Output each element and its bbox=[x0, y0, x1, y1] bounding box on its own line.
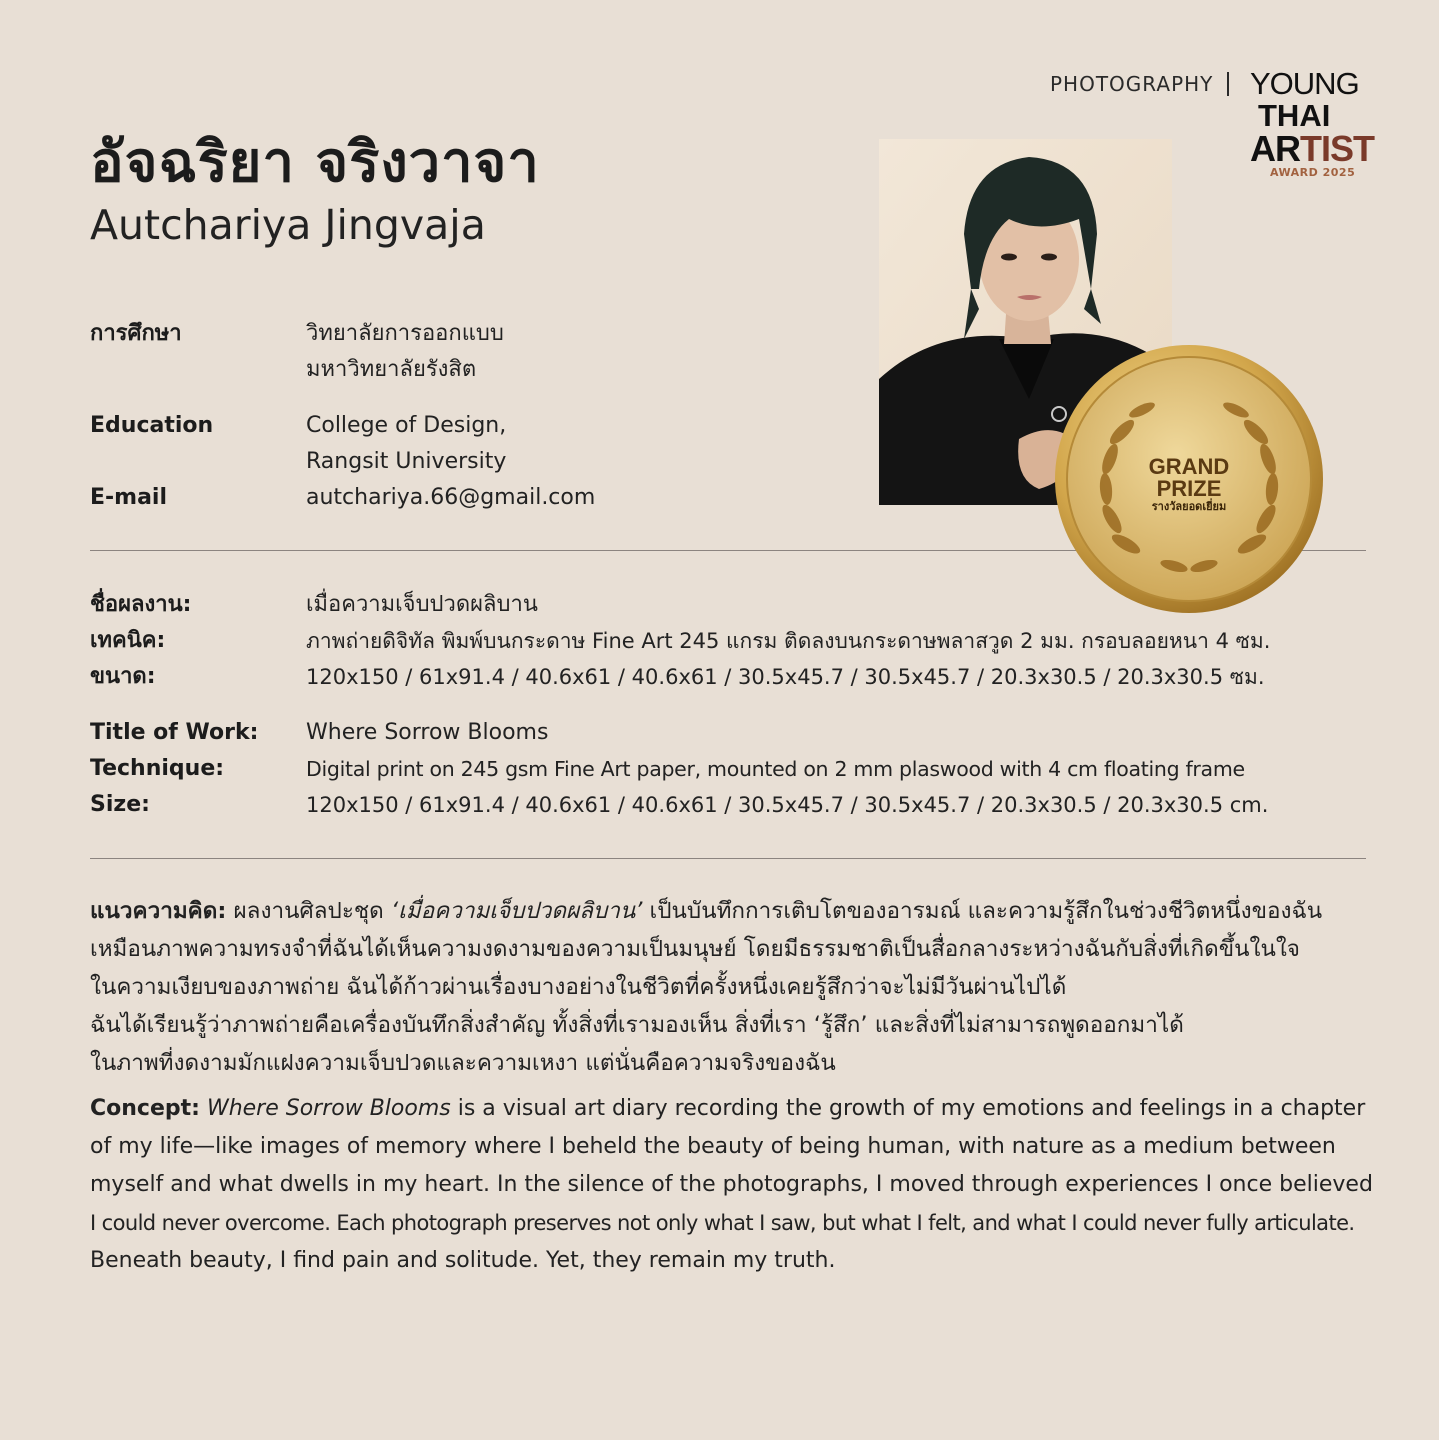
logo-line-young: YOUNG bbox=[1250, 66, 1359, 101]
size-en: 120x150 / 61x91.4 / 40.6x61 / 40.6x61 / 30.5x45.7 / 30.5x45.7 / 20.3x30.5 / 20.3x30.5 cm. bbox=[306, 793, 1269, 817]
concept-th-line-3: ในความเงียบของภาพถ่าย ฉันได้ก้าวผ่านเรื่องบางอย่างในชีวิตที่ครั้งหนึ่งเคยรู้สึกว่าจะไม่มีวันผ่านไปได้ bbox=[90, 974, 1067, 1000]
laurel-medal-icon bbox=[1054, 344, 1324, 614]
size-th: 120x150 / 61x91.4 / 40.6x61 / 40.6x61 / 30.5x45.7 / 30.5x45.7 / 20.3x30.5 / 20.3x30.5 ซม. bbox=[306, 665, 1265, 689]
concept-th-line-2: เหมือนภาพความทรงจำที่ฉันได้เห็นความงดงามของความเป็นมนุษย์ โดยมีธรรมชาติเป็นสื่อกลางระหว่างฉันกับสิ่งที่เกิดขึ้นในใจ bbox=[90, 936, 1300, 962]
concept-en-line-5: Beneath beauty, I find pain and solitude. Yet, they remain my truth. bbox=[90, 1248, 836, 1273]
concept-th-line-5: ในภาพที่งดงามมักแฝงความเจ็บปวดและความเหงา แต่นั่นคือความจริงของฉัน bbox=[90, 1050, 836, 1076]
concept-en-line-2: of my life—like images of memory where I beheld the beauty of being human, with nature as a medium between bbox=[90, 1134, 1336, 1159]
technique-en-label: Technique: bbox=[90, 756, 225, 781]
education-en-label: Education bbox=[90, 413, 214, 438]
grand-prize-medal bbox=[1054, 344, 1324, 614]
svg-text:PRIZE: PRIZE bbox=[1156, 476, 1222, 501]
header-divider bbox=[1227, 72, 1229, 96]
work-title-en-label: Title of Work: bbox=[90, 720, 259, 745]
concept-english bbox=[90, 1090, 1380, 1280]
education-th-label: การศึกษา bbox=[90, 321, 182, 346]
concept-en-line-1: Concept: Where Sorrow Blooms is a visual art diary recording the growth of my emotions and feelings in a chapter bbox=[90, 1096, 1366, 1121]
category-label: PHOTOGRAPHY bbox=[1050, 72, 1214, 96]
artist-name-english: Autchariya Jingvaja bbox=[90, 201, 486, 249]
concept-thai bbox=[90, 892, 1380, 1082]
email-label: E-mail bbox=[90, 485, 168, 510]
size-th-label: ขนาด: bbox=[90, 664, 156, 689]
concept-th-line-1: แนวความคิด: ผลงานศิลปะชุด ‘เมื่อความเจ็บปวดผลิบาน’ เป็นบันทึกการเติบโตของอารมณ์ และความรู้สึกในช่วงชีวิตหนึ่งของฉัน bbox=[90, 898, 1323, 924]
award-logo bbox=[1250, 66, 1374, 179]
size-en-label: Size: bbox=[90, 792, 150, 817]
work-title-th-label: ชื่อผลงาน: bbox=[90, 592, 192, 617]
concept-en-line-3: myself and what dwells in my heart. In the silence of the photographs, I moved through experiences I once believed bbox=[90, 1172, 1373, 1197]
svg-text:GRAND: GRAND bbox=[1148, 454, 1230, 479]
concept-en-label: Concept: bbox=[90, 1096, 200, 1121]
logo-line-thai: THAI bbox=[1258, 98, 1331, 133]
section-divider-2 bbox=[90, 858, 1366, 859]
technique-th-label: เทคนิค: bbox=[90, 628, 166, 653]
logo-line-artist: ARTIST bbox=[1250, 128, 1374, 169]
education-th-line1: วิทยาลัยการออกแบบ bbox=[306, 321, 504, 346]
work-title-en: Where Sorrow Blooms bbox=[306, 720, 549, 745]
education-en-line2: Rangsit University bbox=[306, 449, 507, 474]
technique-th: ภาพถ่ายดิจิทัล พิมพ์บนกระดาษ Fine Art 245 แกรม ติดลงบนกระดาษพลาสวูด 2 มม. กรอบลอยหนา 4 ซม. bbox=[306, 629, 1271, 653]
technique-en: Digital print on 245 gsm Fine Art paper, mounted on 2 mm plaswood with 4 cm floating frame bbox=[306, 757, 1245, 781]
concept-en-line-4: I could never overcome. Each photograph preserves not only what I saw, but what I felt, and what I could never fully articulate. bbox=[90, 1211, 1355, 1235]
concept-th-line-4: ฉันได้เรียนรู้ว่าภาพถ่ายคือเครื่องบันทึกสิ่งสำคัญ ทั้งสิ่งที่เรามองเห็น สิ่งที่เรา ‘รู้สึก’ และสิ่งที่ไม่สามารถพูดออกมาได้ bbox=[90, 1012, 1184, 1038]
education-en-line1: College of Design, bbox=[306, 413, 507, 438]
work-title-th: เมื่อความเจ็บปวดผลิบาน bbox=[306, 592, 538, 617]
artist-name-thai: อัจฉริยา จริงวาจา bbox=[90, 130, 540, 195]
svg-text:รางวัลยอดเยี่ยม: รางวัลยอดเยี่ยม bbox=[1151, 500, 1227, 513]
email-value[interactable]: autchariya.66@gmail.com bbox=[306, 485, 596, 510]
education-th-line2: มหาวิทยาลัยรังสิต bbox=[306, 357, 477, 382]
logo-line-award-year: AWARD 2025 bbox=[1270, 166, 1356, 179]
concept-th-label: แนวความคิด: bbox=[90, 898, 227, 924]
